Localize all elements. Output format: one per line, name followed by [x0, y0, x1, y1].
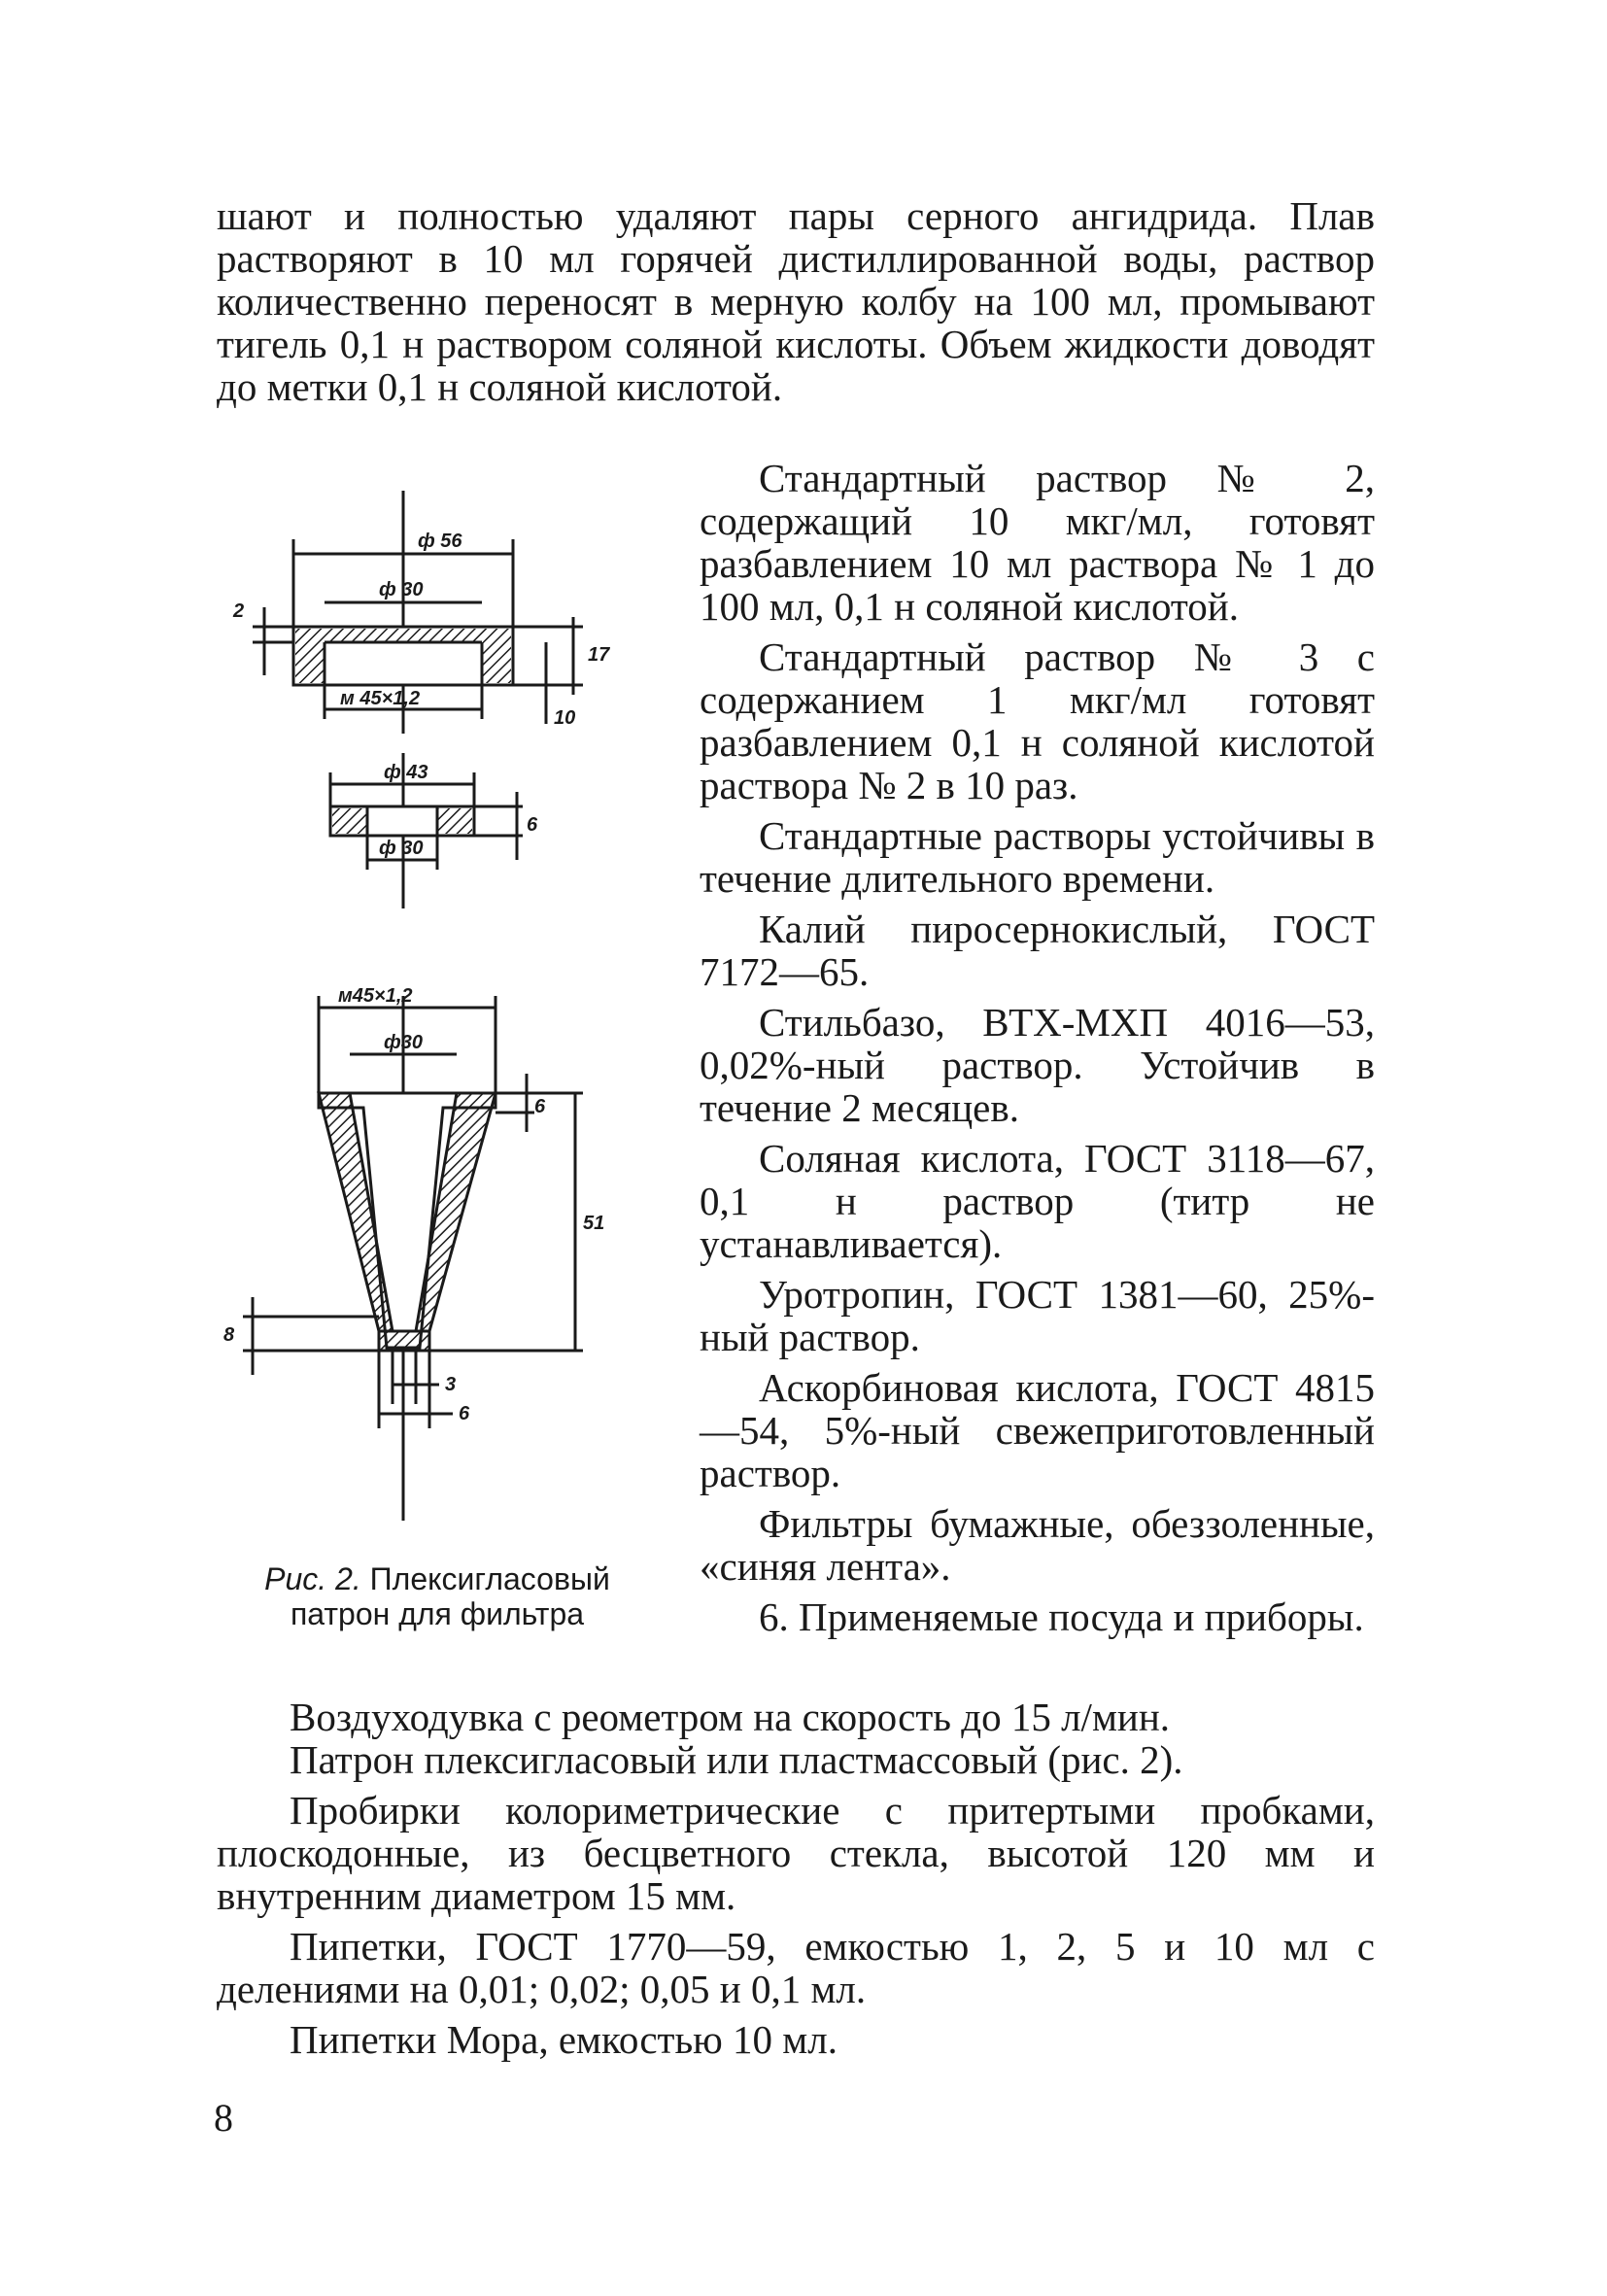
para-hydrochloric-acid: Соляная кислота, ГОСТ 3118—67, 0,1 н раствор (титр не устанавливается). [700, 1136, 1375, 1266]
para-cartridge: Патрон плексигласовый или пластмассовый (рис. 2). [290, 1737, 1183, 1782]
top-cap-hatch-left [295, 629, 325, 683]
para-pipettes: Пипетки, ГОСТ 1770—59, емкостью 1, 2, 5 и 10 мл с делениями на 0,01; 0,02; 0,05 и 0,1 мл. [217, 1924, 1375, 2011]
page-number: 8 [214, 2096, 233, 2140]
cartridge-drawing [214, 471, 651, 1540]
figure-filter-cartridge [214, 471, 651, 1540]
funnel-tip [379, 1331, 429, 1351]
bottom-paragraphs [217, 1696, 1375, 2061]
dim-mid-inner: ф 30 [379, 838, 424, 859]
para-mohr-pipettes: Пипетки Мора, емкостью 10 мл. [290, 2017, 838, 2062]
dim-bot-tip1: 3 [445, 1374, 457, 1395]
caption-text: Плексигласовый патрон для фильтра [290, 1561, 610, 1631]
dim-top-outer: ф 56 [418, 531, 462, 552]
dim-mid-outer: ф 43 [384, 762, 428, 783]
para-standard-solution-2: Стандартный раствор № 2, содержащий 10 мкг/мл, готовят разбавлением 10 мл раствора № 1 до 100 мл, 0,1 н соляной кислотой. [700, 456, 1375, 629]
dim-mid-h: 6 [527, 814, 538, 836]
dim-bot-thread: м45×1,2 [338, 985, 413, 1007]
para-potassium: Калий пиросернокислый, ГОСТ 7172—65. [700, 907, 1375, 994]
para-ascorbic-acid: Аскорбиновая кислота, ГОСТ 4815—54, 5%-ный свежеприготовленный раствор. [700, 1365, 1375, 1495]
top-cap-hatch-right [482, 629, 511, 683]
right-column [700, 457, 1375, 1638]
top-cap-hatch-lip [325, 629, 482, 642]
dim-top-left: 2 [233, 600, 245, 622]
para-urotropin: Уротропин, ГОСТ 1381—60, 25%-ный раствор. [700, 1272, 1375, 1359]
para-stilbazo: Стильбазо, ВТХ-МХП 4016—53, 0,02%-ный раствор. Устойчив в течение 2 месяцев. [700, 1000, 1375, 1130]
para-standard-solution-3: Стандартный раствор № 3 с содержанием 1 мкг/мл готовят разбавлением 0,1 н соляной кислотой раствора № 2 в 10 раз. [700, 634, 1375, 807]
intro-paragraph: шают и полностью удаляют пары серного ангидрида. Плав растворяют в 10 мл горячей дистиллированной воды, раствор количественно переносят в мерную колбу на 100 мл, промывают тигель 0,1 н раствором соляной кислоты. Объем жидкости доводят до метки 0,1 н соляной кислотой. [217, 193, 1375, 409]
dim-top-thread: м 45×1,2 [340, 688, 421, 709]
dim-bot-inner: ф30 [384, 1032, 423, 1053]
dim-bot-top: 6 [534, 1096, 546, 1117]
para-test-tubes: Пробирки колориметрические с притертыми пробками, плоскодонные, из бесцветного стекла, высотой 120 мм и внутренним диаметром 15 мм. [217, 1788, 1375, 1918]
dim-bot-tip2: 6 [459, 1403, 470, 1424]
dim-top-right-h: 17 [588, 644, 610, 666]
caption-label: Рис. 2. [264, 1561, 361, 1596]
dim-bot-h: 51 [583, 1213, 605, 1234]
para-filters: Фильтры бумажные, обеззоленные, «синяя лента». [700, 1501, 1375, 1589]
figure-caption [214, 1561, 661, 1631]
para-solutions-stable: Стандартные растворы устойчивы в течение длительного времени. [700, 813, 1375, 901]
para-air-blower: Воздуходувка с реометром на скорость до 15 л/мин. [290, 1695, 1171, 1739]
dim-top-inner: ф 30 [379, 579, 424, 600]
section-heading-equipment: 6. Применяемые посуда и приборы. [759, 1594, 1364, 1639]
dim-top-right-low: 10 [554, 707, 576, 729]
dim-bot-left: 8 [223, 1324, 235, 1346]
